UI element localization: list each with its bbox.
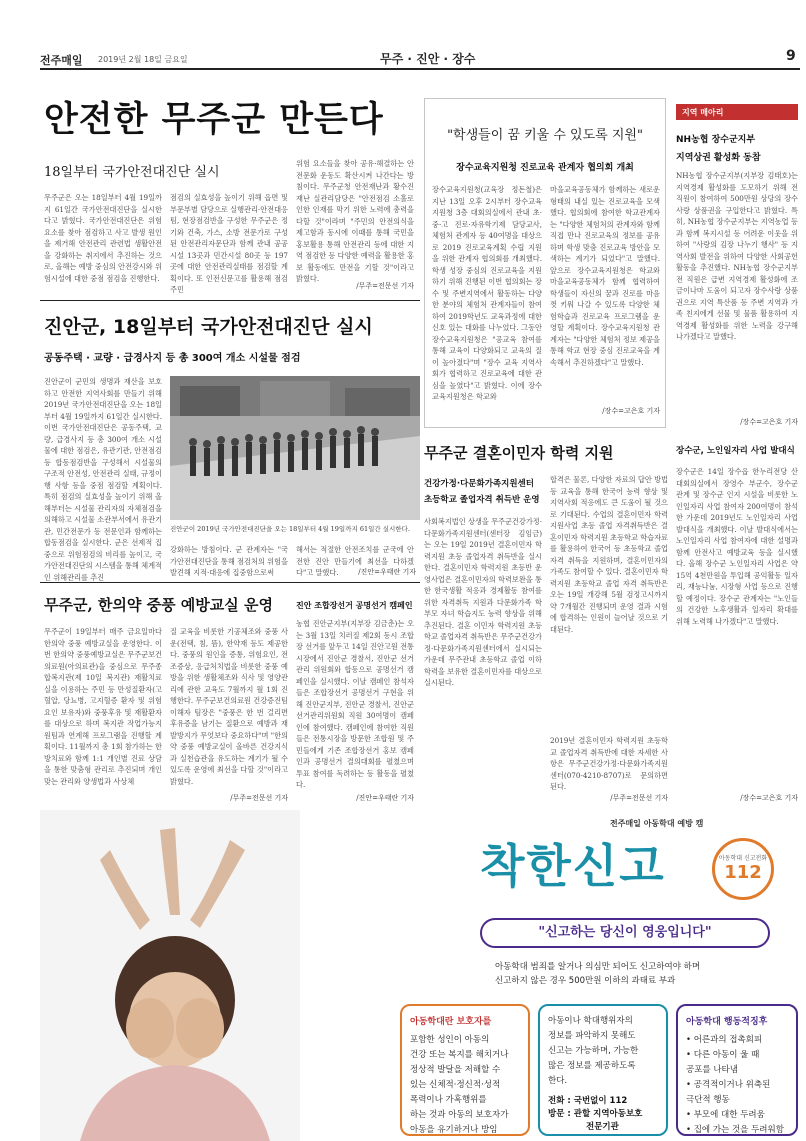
lead-body-col1: 무주군은 오는 18일부터 4월 19일까지 61일간 국가안전대진단을 실시한다고 밝혔다. 국가안전대진단은 위험요소를 찾아 점검하고 사고 발생 원인을 제거해 안전관리 관련법 생활안전을 강화하는 취지에서 추진하는 것으로, 올해는 예방 중심의 안전강시와 위험시설에 대한 중점 점검을 진행한다. [44, 193, 162, 283]
panel-definition-line: 있는 신체적·정신적·성적 [410, 1080, 501, 1090]
election-byline: /진안=우태란 기자 [356, 794, 414, 802]
edu-byline: /장수=고은호 기자 [602, 407, 660, 415]
ad-panel-signs [676, 1004, 798, 1136]
ad-panel-report [538, 1004, 668, 1136]
report-visit-cont: 전문기관 [586, 1122, 619, 1132]
panel-report-line: 정보를 파악하지 못해도 [548, 1031, 636, 1041]
section-title: 무주 · 진안 · 장수 [380, 52, 476, 66]
multicultural-byline: /무주=전문선 기자 [610, 794, 668, 802]
lead-byline: /무주=전문선 기자 [356, 282, 414, 290]
panel-report-line: 많은 정보를 제공하도록 [548, 1061, 636, 1071]
oriental-byline: /무주=전문선 기자 [230, 794, 288, 802]
panel-definition-title: 아동학대란 보호자를 [410, 1017, 492, 1027]
lead-body-col2: 점검의 실효성을 높이기 위해 읍면 및 부문부별 담당으로 실행관리·안전대응팀, 현장점검반을 구성한 무주군은 정기와 건축, 가스, 소방 전문가로 구성된 안전관리자문단과 함께 관내 공공시설 13곳과 민간시설 80곳 등 197곳에 대한 안전관리실태를 점검할 계획이다. 또 인전신문고를 활용해 점검주민 [170, 193, 288, 294]
ad-title: 착한신고 [480, 839, 666, 893]
report-phone: 전화 : 국번없이 112 [548, 1096, 628, 1106]
election-body: 농협 진안군지부(지부장 김금춘)는 오는 3월 13일 치러질 제2회 동시 조합장 선거를 앞두고 14일 진안고원 전통시장에서 진안군 경찰서, 진안군 선거관리 위원회와 합동으로 공명선거 캠페인을 실시했다. 이날 캠페인 참석자들은 조합장선거 공명선거 구현을 위해 진안군지부, 진안군 경찰서, 진안군 선거관리위원회 직원 30여명이 캠페인에 참여했다. 캠페인에 참여한 직원들은 전통시장을 방문한 조합원 및 주민들에게 기존 조합장선거 홍보 캠페인과 공명선거 결의대회를 펼쳤으며 투표 참여를 독려하는 등 활동을 펼쳤다. [296, 619, 414, 789]
panel-definition-line: 하는 것과 아동의 보호자가 [410, 1110, 509, 1120]
hotline-badge-label: 아동학대 신고전화 [718, 855, 768, 862]
lead-headline: 안전한 무주군 만든다 [44, 100, 384, 140]
hotline-badge [712, 838, 774, 900]
edu-body-col2: 마을교육공동체가 함께하는 새로운 형태의 내실 있는 진로교육을 모색했다. 협의회에 참여한 학교관계자는 "다양한 체험처의 관계자와 함께 직접 만나 진로교육의 정보를 공유하며 학생 맞춤 진로교육 방안을 모색하는 계기가 되었다"고 말했다. 앞으로 장수교육지원청은 학교와 마을교육공동체가 함께 협력하여 학생들이 자신의 꿈과 진로를 마음껏 키워 나갈 수 있도록 다양한 체험학습과 진로교육 프로그램을 운영할 계획이다. 장수교육지원청 관계자는 "다양한 체험처 정보 제공을 통해 학교 현장 중심 진로교육을 계속해서 추진하겠다"고 말했다. [550, 185, 660, 367]
panel-signs-item: • 어른과의 접촉회피 [686, 1035, 763, 1045]
panel-signs-item: 공포를 나타냄 [686, 1065, 738, 1075]
jinan-photo-caption: 진안군이 2019년 국가안전대진단을 오는 18일부터 4월 19일까지 61일간 실시한다. [170, 525, 410, 533]
column-title2: 지역상권 활성화 동참 [676, 153, 761, 163]
panel-report-line: 한다. [548, 1076, 568, 1086]
divider [40, 300, 420, 301]
panel-report-line: 신고는 가능하며, 가능한 [548, 1046, 639, 1056]
column-label: 지역 매아리 [676, 104, 798, 120]
header-rule [40, 68, 800, 70]
issue-date: 2019년 2월 18일 금요일 [98, 55, 188, 64]
multicultural-body-col2: 합격은 물론, 다양한 자료의 답안 방법 등 교육을 통해 한국어 능력 향상 및 지역사회 적응에도 큰 도움이 될 것으로 기대된다. 수업의 결혼이민자 학력지원사업 초등 졸업 자격취득반은 결혼이민자 학력지원 초등학교 학습자료를 활용하여 한국어 등 초등학교 졸업 자격 취득을 지원하며, 결혼이민자의 가족도 참여할 수 있다. 결혼이민자 학력지원 초등학교 졸업 자격 취득반은 오는 19일 개강해 5월 검정고시까지 약 7개월간 진행되며 운영 결과 시험에 합격하는 인원이 늘어날 것으로 기대된다. [550, 475, 668, 634]
street-scene-image [170, 376, 420, 520]
multicultural-body-col1: 사회복지법인 상생을 무주군건강가정·다문화가족지원센터(센터장 김임금)는 오는 19일 2019년 결혼이민자 학력지원 초등 졸업자격 취득반을 실시한다. 결혼이민자 학력지원 초등반 운영사업은 결혼이민자의 학력보완을 통한 한국생활 적응과 경제활동 참여를 위한 자격취득 지원과 다문화가족 학부모 자녀 학습지도 능력 향상을 위해 추진된다. 결혼 이민자 학력지원 초등학교 졸업자격 취득반은 무주군건강가정·다문화가족지원센터에서 실시되는 가운데 무주관내 초등학교 졸업 이하 학력을 보유한 결혼이민자를 대상으로 실시된다. [424, 517, 542, 687]
jinan-byline: /진안=우태란 기자 [358, 568, 416, 576]
panel-definition-line: 아동을 유기하거나 방임 [410, 1125, 498, 1135]
ad-panel-definition [400, 1004, 530, 1136]
panel-signs-item: • 집에 가는 것을 두려워함 [686, 1125, 784, 1135]
lead-body-col3: 위험 요소들을 찾아 공유·해결하는 안전문화 운동도 확산시켜 나간다는 방침이다. 무주군청 안전재난과 황수진 재난 실관리담당은 "안전점검 소홀로 인한 인재를 막기 위한 노력에 총력을 다할 것"이라며 "주민의 안전의식을 제고함과 동시에 이때를 통해 국민을 홍보활용 통해 안전관리 등에 대한 지역 점검한 등 다양한 예력을 활용한 홍보 활동에도 만전을 기할 것"이라고 밝혔다. [296, 159, 414, 283]
jinan-body-col1: 진안군이 군민의 생명과 재산을 보호하고 안전한 지역사회를 만들기 위해 2019년 국가안전대진단을 오는 18일부터 4월 19일까지 61일간 실시한다. 이번 국가안전대진단은 공동주택, 교량, 급경사지 등 총 300여 개소 시설물에 대한 점검은, 유관기관, 안전점검 등 합동점검반을 구성해서 시설물의 구조적 안전성, 안전관리 실태, 규정이행 사항 등을 중점 점검할 계획이다. 특히 점검의 실효성을 높이기 위해 올해부터는 시설물 관리자의 자체점검을 의해하고 시설물 소관부서에서 유관기관, 민간전문가 등 전문인과 함께하는 합동점검을 실시한다. 군은 선제적 집중으로 위험점검의 비리를 높이고, 국가안전대진단의 시스템을 통해 체계적인 위해관리를 추진 [44, 377, 162, 582]
jinan-subhead: 공동주택 · 교량 · 급경사지 등 총 300여 개소 시설물 점검 [44, 353, 301, 364]
page-number: 9 [786, 48, 796, 64]
child-abuse-ad [40, 810, 800, 1141]
edu-body-col1: 장수교육지원청(교육장 정돈철)은 지난 13일 오후 2시부터 장수교육지원청 3층 대회의실에서 관내 초·중·고 진로·자유학기제 담당교사, 체험처 관계자 등 40여명을 대상으로 2019 진로교육계획 수립 지원을 위한 관계자 협의회를 개최했다. 학생 성장 중심의 진로교육을 지원하기 위해 진행된 이번 협의회는 장수 및 주변지역에서 활동하는 다양한 분야의 체험처 관계자들이 참여하여 2019학년도 교육과정에 대한 신호 있는 대화를 나누었다. 그동안 장수교육지원청은 "공교육 참여를 통해 교육이 다양화되고 교육의 질이 높아졌다"며 "장수 교육 지역사회가 협력하고 진로교육에 대한 관심을 높였다"고 밝혔다. 이에 장수교육지원청은 학교와 [432, 185, 542, 401]
panel-signs-item: • 공격적이거나 위축된 [686, 1080, 771, 1090]
jinan-body-col3: 해서는 적절한 안전조치를 군국에 안전한 진안 만들기에 최선을 다하겠다"고 말했다. [296, 545, 414, 577]
elderly-body: 장수군은 14일 장수읍 한누리전당 산대회의실에서 장영수 부군수, 장수군 관계 및 장수군 인지 시설을 비롯한 노인일자리 사업 참여자 200여명이 참석한 가운데 2019년도 노인일자리 사업 발대식을 개최했다. 이날 발대식에서는 노인일자리 사업 참여자에 대한 설명과 함께 안전사고 예방교육 등을 실시했다. 올해 장수군 노인일자리 사업은 약 15억 4천만원을 투입해 공익활동 일자리, 재능나눔, 시장형 사업 등으로 진행할 예정이다. 장수군 관계자는 "노인들의 건강한 노후생활과 일자리 확대를 위해 노력해 나가겠다"고 말했다. [676, 467, 798, 626]
hotline-number: 112 [724, 862, 762, 883]
panel-definition-line: 정상적 발달을 저해할 수 [410, 1065, 501, 1075]
newspaper-name: 전주매일 [40, 54, 83, 67]
divider [40, 582, 420, 583]
jinan-headline: 진안군, 18일부터 국가안전대진단 실시 [44, 316, 373, 338]
panel-report-line: 아동이나 학대행위자의 [548, 1016, 633, 1026]
panel-signs-item: 극단적 행동 [686, 1095, 730, 1105]
oriental-body-col1: 무주군이 19일부터 매주 금요일마다 한의약 중풍 예방교실을 운영한다. 이번 한의약 중풍예방교실은 무주군보건의료원(아의료관)을 중심으로 무주종합복지관(제 10일 복지관) 재활치료실을 이용하는 주민 등 만성질환자(고혈압, 당뇨병, 고지혈증 환자 및 위험요인 보유자)와 중풍후유 및 재활환자를 대상으로 하며 복지관 작업가능지원팀과 연계해 프로그램을 진행할 계획이다. 11월까지 총 1회 참가하는 한방치료와 함께 1:1 개인별 진료 상담을 통한 맞춤형 관리로 추진되며 개인 맞는 관리와 양생법과 사상체 [44, 627, 162, 786]
elderly-byline: /장수=고은호 기자 [740, 794, 798, 802]
panel-definition-line: 포함한 성인이 아동의 [410, 1035, 490, 1045]
jinan-photo [170, 376, 420, 520]
column-title1: NH농협 장수군지부 [676, 135, 756, 145]
multicultural-subhead1: 건강가정·다문화가족지원센터 [424, 479, 534, 489]
oriental-headline: 무주군, 한의약 중풍 예방교실 운영 [44, 596, 273, 614]
panel-definition-line: 건강 또는 복지를 해치거나 [410, 1050, 509, 1060]
column-body: NH농협 장수군지부(지부장 김태호)는 지역경제 활성화를 도모하기 위해 전 직원이 참여하여 500만원 상당의 장수사랑 상품권을 구입한다고 밝혔다. 특히, NH농협 장수군지부는 지역농업 등과 함께 복지시설 등 어려운 이웃을 위하여 "사랑의 김장 나누기 행사" 등 지역사회 발전을 위하여 다양한 사회공헌 활동을 추진했다. NH농협 장수군지부 전 직원은 급변 지역경제 활성화에 조금이나마 도움이 되고자 장수사랑 상품권으로 지역 특산품 등 주변 지역과 가족 친지에게 선물 및 물품 활용하여 지역경제 활성화를 위한 노력을 강구해 나가겠다고 말했다. [676, 171, 798, 341]
column-byline: /장수=고은호 기자 [740, 418, 798, 426]
lead-subhead: 18일부터 국가안전대진단 실시 [44, 165, 220, 180]
multicultural-body-col3: 2019년 결혼이민자 학력지원 초등학교 졸업자격 취득반에 대한 자세한 사항은 무주군건강가정·다문화가족지원센터(070-4210-8707)로 문의하면 된다. [550, 736, 668, 791]
multicultural-headline: 무주군 결혼이민자 학력 지원 [424, 444, 614, 462]
jinan-body-col2: 강화하는 방침이다. 군 관계자는 "국가안전대진단을 통해 점검처의 위험을 발견해 지적·대응에 집중함으로써 [170, 545, 288, 577]
multicultural-subhead2: 초등학교 졸업자격 취득반 운영 [424, 495, 540, 505]
panel-signs-item: • 부모에 대한 두려움 [686, 1110, 765, 1120]
edu-subhead: 장수교육지원청 진로교육 관계자 협의회 개최 [456, 163, 634, 173]
ad-desc-line2: 신고하지 않은 경우 500만원 이하의 과태료 부과 [495, 976, 676, 986]
ad-desc-line1: 아동학대 범죄를 알거나 의심만 되어도 신고하여야 하며 [495, 962, 701, 972]
panel-signs-item: • 다른 아동이 울 때 [686, 1050, 760, 1060]
report-visit: 방문 : 관할 지역아동보호 [548, 1109, 643, 1119]
oriental-body-col2: 질 교육을 비롯한 기공체조와 중풍 사운(전택, 침, 뜸), 한약재 등도 제공한다. 중풍의 원인을 증통, 위험요인, 전조증상, 응급처치법을 비롯한 중풍 예방을 위한 생활체조와 식사 및 영양관리에 관한 교육도 7월까지 월 1회 진행한다. 무주군보건의료원 건강증진팀 이해자 팀장은 "중풍은 한 번 걸리면 후유증을 남기는 질환으로 예방과 재발방지가 무엇보다 중요하다"며 "한의약 중풍 예방교실이 올바른 건강지식과 실천습관을 유도하는 계기가 될 수 있도록 운영에 최선을 다할 것"이라고 밝혔다. [170, 627, 288, 786]
panel-definition-line: 폭력이나 가혹행위를 [410, 1095, 487, 1105]
crying-child-illustration [40, 810, 300, 1141]
ad-slogan: "신고하는 당신이 영웅입니다" [480, 918, 770, 948]
edu-headline: "학생들이 꿈 키울 수 있도록 지원" [447, 128, 643, 143]
election-subhead: 진안 조합장선거 공명선거 캠페인 [296, 601, 413, 610]
panel-signs-title: 아동학대 행동적징후 [686, 1017, 768, 1027]
elderly-title: 장수군, 노인일자리 사업 발대식 [676, 446, 795, 456]
ad-sponsor: 전주매일 아동학대 예방 캠 [610, 819, 704, 828]
